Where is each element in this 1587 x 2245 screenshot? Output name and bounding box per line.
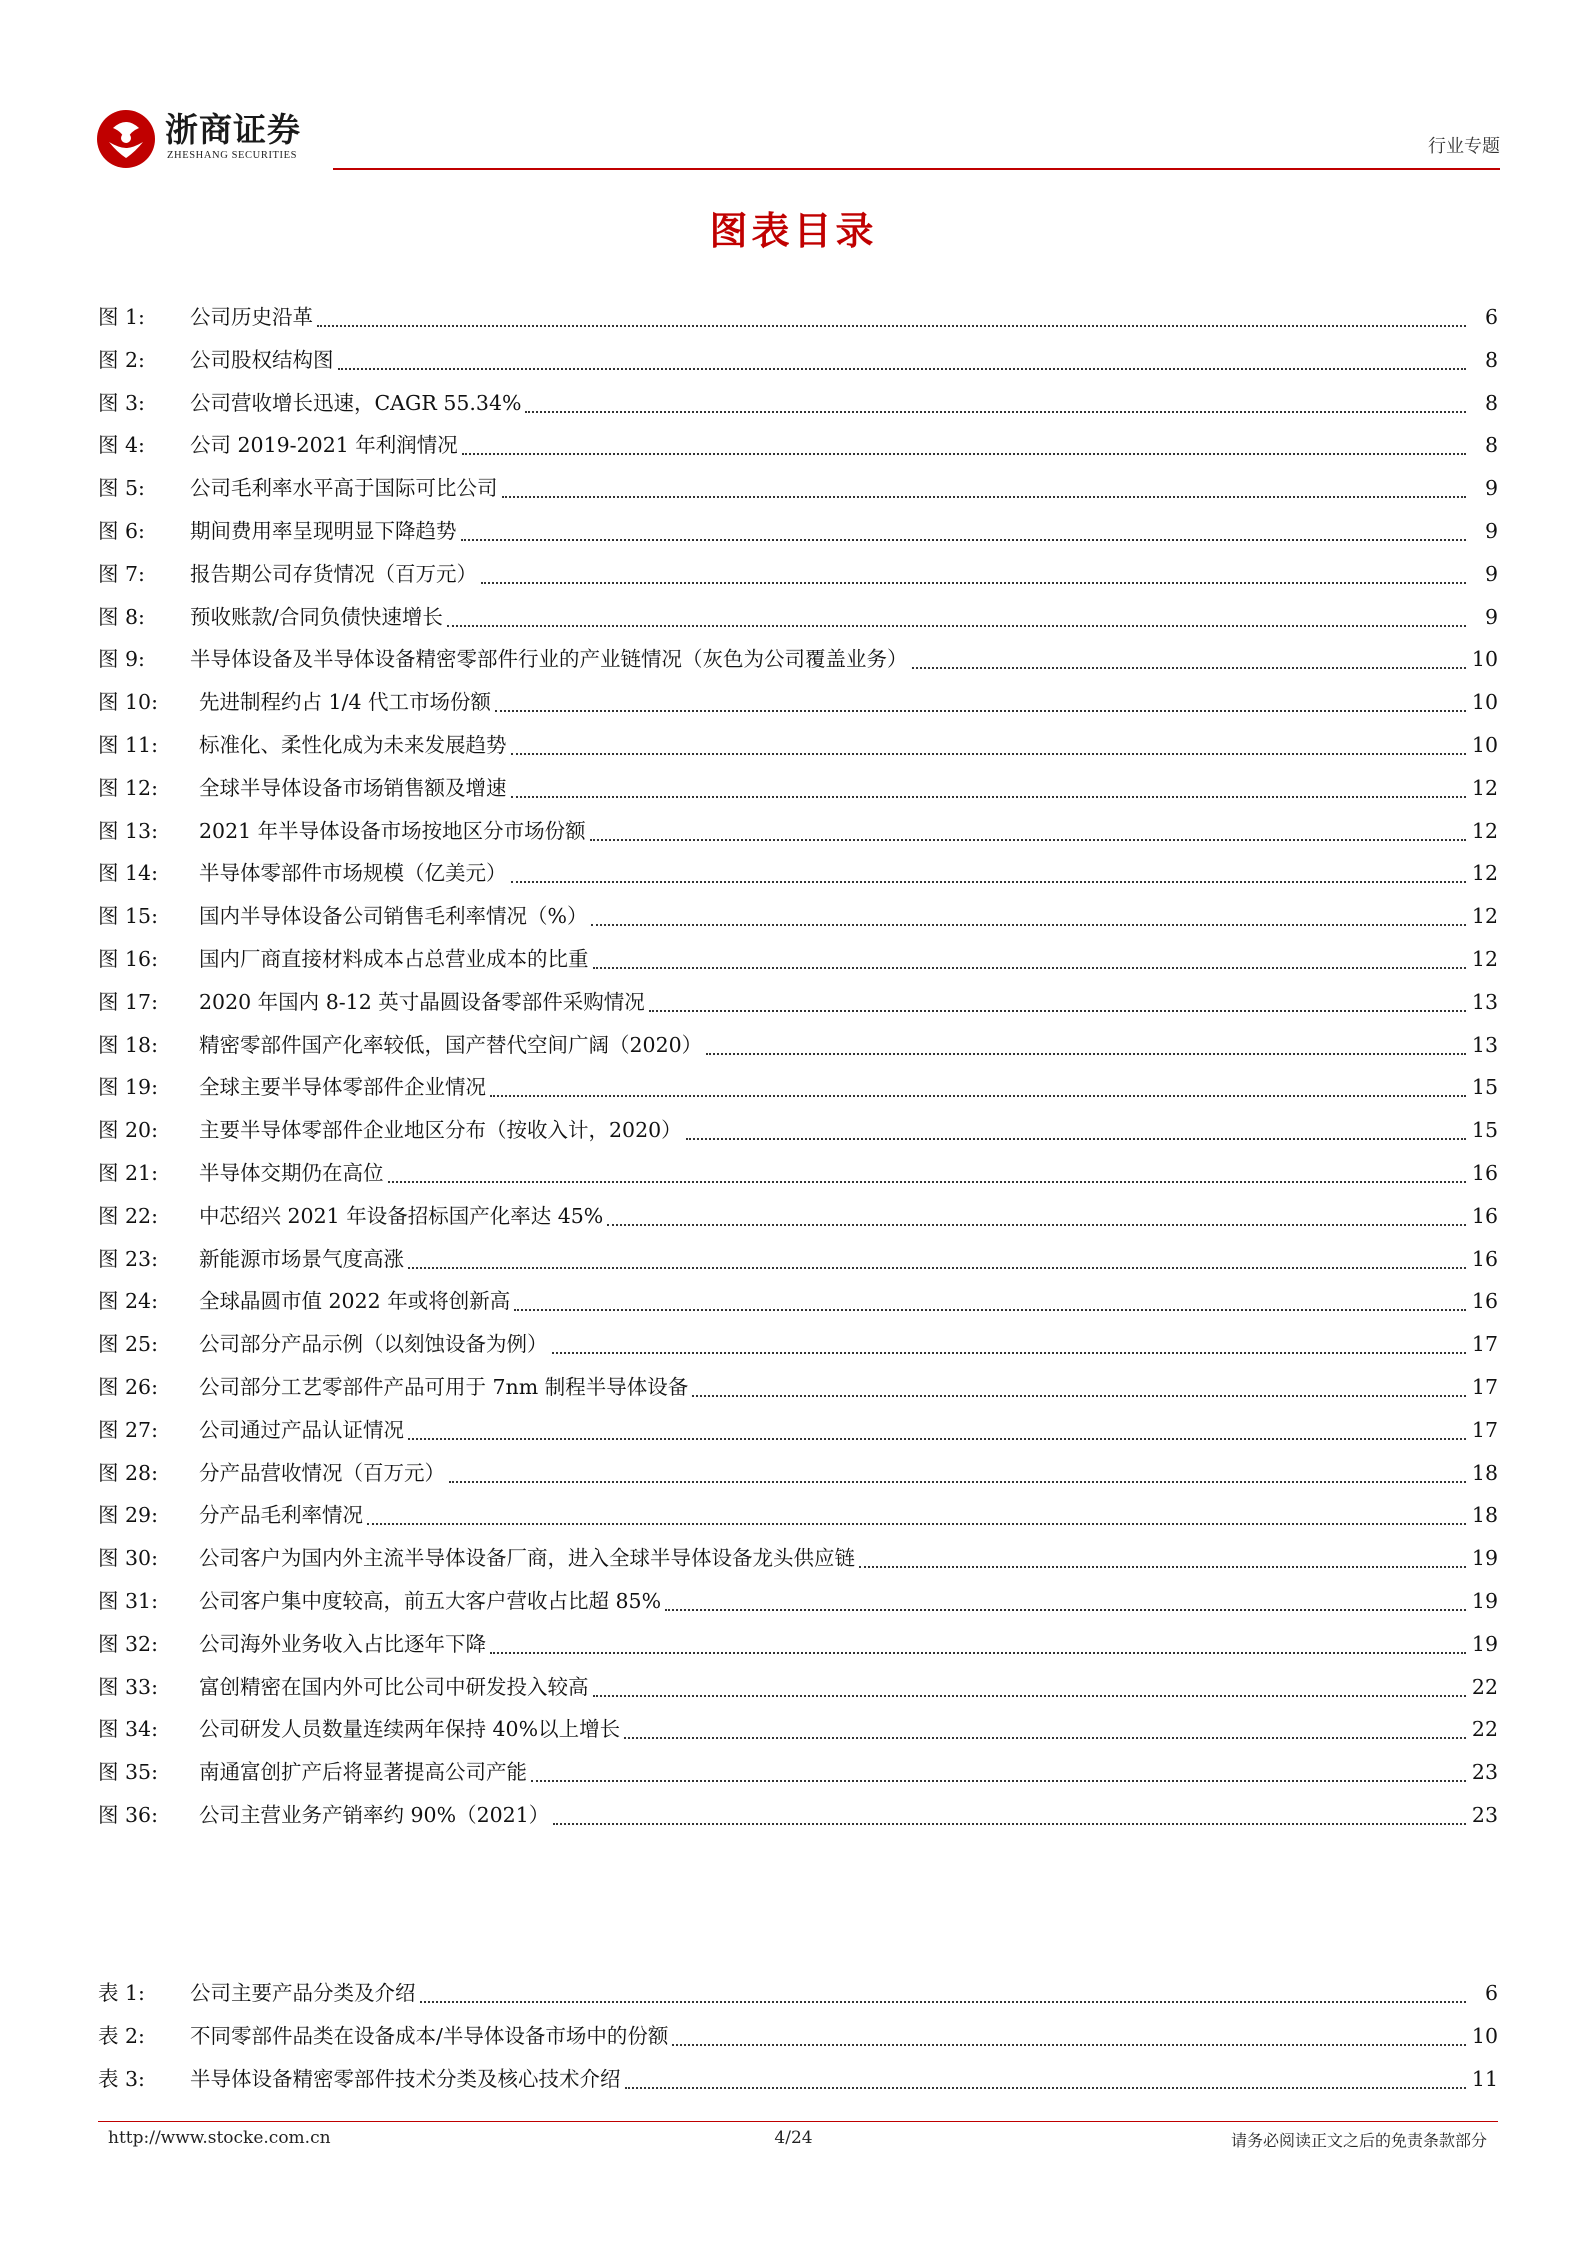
toc-dot-leader bbox=[461, 539, 1466, 541]
toc-dot-leader bbox=[408, 1438, 1466, 1440]
zheshang-logo-icon bbox=[95, 108, 157, 170]
toc-entry-title[interactable]: 公司海外业务收入占比逐年下降 bbox=[199, 1631, 486, 1656]
figure-toc-entry[interactable] bbox=[98, 1708, 1498, 1751]
toc-entry-label: 图 27: bbox=[98, 1417, 159, 1442]
toc-dot-leader bbox=[408, 1267, 1466, 1269]
toc-entry-page[interactable]: 11 bbox=[1471, 2066, 1498, 2091]
toc-entry-title[interactable]: 公司主要产品分类及介绍 bbox=[190, 1981, 416, 2005]
toc-entry-page[interactable]: 9 bbox=[1484, 518, 1498, 543]
brand-name-cn: 浙商证券 bbox=[165, 110, 301, 149]
figure-toc-entry[interactable] bbox=[98, 1494, 1498, 1537]
toc-entry-label: 表 2: bbox=[98, 2023, 145, 2048]
toc-entry-label: 表 3: bbox=[98, 2066, 145, 2091]
figure-toc-entry[interactable] bbox=[98, 1751, 1498, 1794]
figure-toc-entry[interactable] bbox=[98, 1623, 1498, 1666]
toc-entry-title[interactable]: 预收账款/合同负债快速增长 bbox=[190, 604, 443, 629]
figure-list bbox=[98, 296, 1498, 1837]
toc-dot-leader bbox=[649, 1010, 1466, 1012]
figure-toc-entry[interactable] bbox=[98, 767, 1498, 810]
toc-dot-leader bbox=[625, 2087, 1466, 2089]
toc-dot-leader bbox=[593, 967, 1466, 969]
toc-entry-page[interactable]: 12 bbox=[1471, 861, 1498, 886]
toc-entry-label: 图 18: bbox=[98, 1032, 159, 1057]
toc-entry-title[interactable]: 半导体设备精密零部件技术分类及核心技术介绍 bbox=[190, 2066, 621, 2091]
toc-entry-title[interactable]: 半导体交期仍在高位 bbox=[199, 1160, 384, 1185]
toc-entry-label: 图 26: bbox=[98, 1374, 159, 1399]
toc-dot-leader bbox=[490, 1652, 1466, 1654]
toc-entry-title[interactable]: 富创精密在国内外可比公司中研发投入较高 bbox=[199, 1674, 589, 1699]
figure-toc-entry[interactable] bbox=[98, 510, 1498, 553]
toc-dot-leader bbox=[590, 839, 1466, 841]
toc-entry-title[interactable]: 公司客户集中度较高，前五大客户营收占比超 85% bbox=[199, 1588, 662, 1613]
toc-entry-label: 图 20: bbox=[98, 1118, 159, 1143]
figure-toc-entry[interactable] bbox=[98, 1195, 1498, 1238]
toc-entry-page[interactable]: 13 bbox=[1471, 989, 1498, 1014]
toc-dot-leader bbox=[593, 1695, 1466, 1697]
figure-toc-entry[interactable] bbox=[98, 1238, 1498, 1281]
figure-toc-entry[interactable] bbox=[98, 424, 1498, 467]
toc-dot-leader bbox=[624, 1737, 1466, 1739]
toc-entry-title[interactable]: 南通富创扩产后将显著提高公司产能 bbox=[199, 1760, 527, 1785]
toc-entry-page[interactable]: 10 bbox=[1471, 2023, 1498, 2048]
toc-dot-leader bbox=[552, 1352, 1466, 1354]
toc-dot-leader bbox=[607, 1224, 1466, 1226]
figure-toc-entry[interactable] bbox=[98, 1366, 1498, 1409]
toc-entry-label: 图 30: bbox=[98, 1546, 159, 1571]
toc-entry-page[interactable]: 9 bbox=[1484, 604, 1498, 629]
toc-entry-label: 图 1: bbox=[98, 305, 145, 329]
toc-entry-label: 图 23: bbox=[98, 1246, 159, 1271]
toc-entry-page[interactable]: 12 bbox=[1471, 818, 1498, 843]
toc-entry-label: 图 8: bbox=[98, 604, 145, 629]
toc-dot-leader bbox=[388, 1181, 1466, 1183]
toc-dot-leader bbox=[706, 1053, 1466, 1055]
toc-entry-label: 图 35: bbox=[98, 1760, 159, 1785]
toc-entry-title[interactable]: 公司 2019-2021 年利润情况 bbox=[190, 433, 458, 458]
toc-entry-label: 图 7: bbox=[98, 561, 145, 586]
figure-toc-entry[interactable] bbox=[98, 1152, 1498, 1195]
toc-entry-page[interactable]: 22 bbox=[1471, 1717, 1498, 1742]
toc-entry-label: 图 3: bbox=[98, 390, 145, 415]
footer-divider bbox=[98, 2121, 1498, 2122]
toc-entry-page[interactable]: 18 bbox=[1471, 1503, 1498, 1528]
footer-page-number: 4/24 bbox=[774, 2128, 813, 2148]
toc-entry-label: 图 16: bbox=[98, 946, 159, 971]
brand-name-en: ZHESHANG SECURITIES bbox=[167, 150, 298, 161]
toc-dot-leader bbox=[514, 1309, 1466, 1311]
toc-entry-page[interactable]: 18 bbox=[1471, 1460, 1498, 1485]
toc-entry-title[interactable]: 国内厂商直接材料成本占总营业成本的比重 bbox=[199, 946, 589, 971]
toc-dot-leader bbox=[420, 2001, 1466, 2003]
toc-entry-page[interactable]: 15 bbox=[1471, 1118, 1498, 1143]
toc-entry-title[interactable]: 全球晶圆市值 2022 年或将创新高 bbox=[199, 1289, 511, 1314]
toc-entry-page[interactable]: 15 bbox=[1471, 1075, 1498, 1100]
toc-entry-label: 图 13: bbox=[98, 818, 159, 843]
figure-toc-entry[interactable] bbox=[98, 981, 1498, 1024]
toc-entry-title[interactable]: 全球半导体设备市场销售额及增速 bbox=[199, 775, 507, 800]
toc-entry-title[interactable]: 公司研发人员数量连续两年保持 40%以上增长 bbox=[199, 1717, 621, 1742]
toc-dot-leader bbox=[859, 1566, 1466, 1568]
report-section: 行业专题 bbox=[1428, 136, 1500, 157]
toc-entry-page[interactable]: 12 bbox=[1471, 775, 1498, 800]
figure-toc-entry[interactable] bbox=[98, 1024, 1498, 1067]
footer-disclaimer: 请务必阅读正文之后的免责条款部分 bbox=[1230, 2131, 1487, 2150]
toc-entry-title[interactable]: 期间费用率呈现明显下降趋势 bbox=[190, 518, 457, 543]
toc-dot-leader bbox=[912, 667, 1466, 669]
toc-entry-page[interactable]: 10 bbox=[1471, 690, 1498, 715]
figure-toc-entry[interactable] bbox=[98, 467, 1498, 510]
toc-entry-title[interactable]: 新能源市场景气度高涨 bbox=[199, 1246, 404, 1271]
toc-entry-title[interactable]: 公司部分工艺零部件产品可用于 7nm 制程半导体设备 bbox=[199, 1374, 689, 1399]
toc-entry-label: 图 31: bbox=[98, 1588, 159, 1613]
toc-entry-label: 图 11: bbox=[98, 732, 159, 757]
figure-toc-entry[interactable] bbox=[98, 1280, 1498, 1323]
toc-entry-page[interactable]: 8 bbox=[1484, 390, 1498, 415]
table-list bbox=[98, 1972, 1498, 2100]
toc-entry-label: 图 14: bbox=[98, 861, 159, 886]
toc-entry-title[interactable]: 精密零部件国产化率较低，国产替代空间广阔（2020） bbox=[199, 1032, 703, 1057]
toc-entry-title[interactable]: 公司客户为国内外主流半导体设备厂商，进入全球半导体设备龙头供应链 bbox=[199, 1546, 855, 1571]
toc-entry-label: 图 9: bbox=[98, 647, 145, 672]
toc-dot-leader bbox=[531, 1780, 1466, 1782]
toc-entry-title[interactable]: 公司主营业务产销率约 90%（2021） bbox=[199, 1802, 550, 1827]
toc-entry-page[interactable]: 23 bbox=[1471, 1802, 1498, 1827]
toc-entry-title[interactable]: 分产品毛利率情况 bbox=[199, 1503, 363, 1528]
figure-toc-entry[interactable] bbox=[98, 638, 1498, 681]
toc-entry-title[interactable]: 公司历史沿革 bbox=[190, 305, 313, 329]
figure-toc-entry[interactable] bbox=[98, 895, 1498, 938]
toc-entry-page[interactable]: 17 bbox=[1471, 1417, 1498, 1442]
figure-toc-entry[interactable] bbox=[98, 1580, 1498, 1623]
toc-dot-leader bbox=[317, 325, 1466, 327]
toc-entry-page[interactable]: 19 bbox=[1471, 1588, 1498, 1613]
figure-toc-entry[interactable] bbox=[98, 938, 1498, 981]
toc-entry-label: 图 19: bbox=[98, 1075, 159, 1100]
toc-dot-leader bbox=[481, 582, 1466, 584]
page-header bbox=[95, 98, 1500, 170]
toc-dot-leader bbox=[692, 1395, 1466, 1397]
figure-toc-entry[interactable] bbox=[98, 1666, 1498, 1709]
figure-toc-entry[interactable] bbox=[98, 1537, 1498, 1580]
toc-dot-leader bbox=[447, 625, 1466, 627]
toc-entry-page[interactable]: 16 bbox=[1471, 1203, 1498, 1228]
toc-entry-title[interactable]: 半导体设备及半导体设备精密零部件行业的产业链情况（灰色为公司覆盖业务） bbox=[190, 647, 908, 672]
figure-toc-entry[interactable] bbox=[98, 1452, 1498, 1495]
toc-entry-title[interactable]: 公司毛利率水平高于国际可比公司 bbox=[190, 476, 498, 501]
figure-toc-entry[interactable] bbox=[98, 724, 1498, 767]
figure-toc-entry[interactable] bbox=[98, 596, 1498, 639]
figure-toc-entry[interactable] bbox=[98, 382, 1498, 425]
figure-toc-entry[interactable] bbox=[98, 681, 1498, 724]
toc-entry-label: 图 33: bbox=[98, 1674, 159, 1699]
figure-toc-entry[interactable] bbox=[98, 1109, 1498, 1152]
toc-dot-leader bbox=[686, 1138, 1466, 1140]
figure-toc-entry[interactable] bbox=[98, 852, 1498, 895]
toc-entry-page[interactable]: 13 bbox=[1471, 1032, 1498, 1057]
toc-entry-page[interactable]: 6 bbox=[1484, 305, 1498, 329]
toc-entry-label: 图 10: bbox=[98, 690, 159, 715]
toc-entry-page[interactable]: 17 bbox=[1471, 1332, 1498, 1357]
toc-entry-page[interactable]: 12 bbox=[1471, 904, 1498, 929]
toc-entry-page[interactable]: 6 bbox=[1484, 1981, 1498, 2005]
toc-entry-title[interactable]: 先进制程约占 1/4 代工市场份额 bbox=[199, 690, 492, 715]
toc-entry-title[interactable]: 公司通过产品认证情况 bbox=[199, 1417, 404, 1442]
toc-entry-page[interactable]: 23 bbox=[1471, 1760, 1498, 1785]
toc-entry-page[interactable]: 10 bbox=[1471, 732, 1498, 757]
toc-dot-leader bbox=[553, 1823, 1466, 1825]
table-toc-entry[interactable] bbox=[98, 1972, 1498, 2015]
toc-entry-label: 图 28: bbox=[98, 1460, 159, 1485]
toc-entry-label: 图 24: bbox=[98, 1289, 159, 1314]
toc-entry-page[interactable]: 10 bbox=[1471, 647, 1498, 672]
toc-entry-page[interactable]: 16 bbox=[1471, 1246, 1498, 1271]
toc-entry-label: 表 1: bbox=[98, 1981, 145, 2005]
toc-entry-label: 图 25: bbox=[98, 1332, 159, 1357]
toc-dot-leader bbox=[495, 710, 1466, 712]
toc-entry-label: 图 34: bbox=[98, 1717, 159, 1742]
figure-toc-entry[interactable] bbox=[98, 1794, 1498, 1837]
toc-dot-leader bbox=[511, 881, 1466, 883]
figure-toc-entry[interactable] bbox=[98, 1409, 1498, 1452]
toc-entry-page[interactable]: 19 bbox=[1471, 1546, 1498, 1571]
toc-entry-page[interactable]: 8 bbox=[1484, 347, 1498, 372]
toc-entry-label: 图 17: bbox=[98, 989, 159, 1014]
toc-entry-title[interactable]: 公司股权结构图 bbox=[190, 347, 334, 372]
toc-entry-title[interactable]: 全球主要半导体零部件企业情况 bbox=[199, 1075, 486, 1100]
toc-dot-leader bbox=[511, 796, 1466, 798]
toc-entry-title[interactable]: 报告期公司存货情况（百万元） bbox=[190, 561, 477, 586]
header-divider bbox=[333, 168, 1500, 170]
toc-entry-title[interactable]: 不同零部件品类在设备成本/半导体设备市场中的份额 bbox=[190, 2023, 669, 2048]
toc-dot-leader bbox=[449, 1481, 1466, 1483]
toc-entry-title[interactable]: 主要半导体零部件企业地区分布（按收入计，2020） bbox=[199, 1118, 682, 1143]
table-toc-entry[interactable] bbox=[98, 2015, 1498, 2058]
toc-entry-title[interactable]: 分产品营收情况（百万元） bbox=[199, 1460, 445, 1485]
toc-entry-title[interactable]: 公司部分产品示例（以刻蚀设备为例） bbox=[199, 1332, 548, 1357]
figure-toc-entry[interactable] bbox=[98, 1066, 1498, 1109]
toc-entry-label: 图 15: bbox=[98, 904, 159, 929]
toc-entry-title[interactable]: 2021 年半导体设备市场按地区分市场份额 bbox=[199, 818, 586, 843]
toc-entry-label: 图 4: bbox=[98, 433, 145, 458]
toc-dot-leader bbox=[502, 496, 1466, 498]
toc-entry-page[interactable]: 12 bbox=[1471, 946, 1498, 971]
toc-entry-title[interactable]: 国内半导体设备公司销售毛利率情况（%） bbox=[199, 904, 588, 929]
toc-entry-page[interactable]: 9 bbox=[1484, 476, 1498, 501]
toc-entry-title[interactable]: 公司营收增长迅速，CAGR 55.34% bbox=[190, 390, 522, 415]
toc-entry-title[interactable]: 中芯绍兴 2021 年设备招标国产化率达 45% bbox=[199, 1203, 604, 1228]
figure-toc-entry[interactable] bbox=[98, 339, 1498, 382]
toc-dot-leader bbox=[462, 453, 1466, 455]
toc-entry-label: 图 2: bbox=[98, 347, 145, 372]
toc-dot-leader bbox=[490, 1095, 1466, 1097]
figure-toc-entry[interactable] bbox=[98, 553, 1498, 596]
figure-toc-entry[interactable] bbox=[98, 810, 1498, 853]
toc-dot-leader bbox=[511, 753, 1466, 755]
toc-entry-label: 图 29: bbox=[98, 1503, 159, 1528]
toc-entry-label: 图 12: bbox=[98, 775, 159, 800]
toc-entry-label: 图 6: bbox=[98, 518, 145, 543]
toc-entry-page[interactable]: 17 bbox=[1471, 1374, 1498, 1399]
toc-entry-label: 图 22: bbox=[98, 1203, 159, 1228]
toc-dot-leader bbox=[672, 2044, 1466, 2046]
toc-entry-label: 图 36: bbox=[98, 1802, 159, 1827]
toc-entry-page[interactable]: 22 bbox=[1471, 1674, 1498, 1699]
toc-entry-page[interactable]: 19 bbox=[1471, 1631, 1498, 1656]
table-toc-entry[interactable] bbox=[98, 2058, 1498, 2101]
toc-entry-page[interactable]: 16 bbox=[1471, 1160, 1498, 1185]
toc-dot-leader bbox=[591, 924, 1466, 926]
toc-entry-title[interactable]: 半导体零部件市场规模（亿美元） bbox=[199, 861, 507, 886]
toc-entry-page[interactable]: 16 bbox=[1471, 1289, 1498, 1314]
toc-dot-leader bbox=[367, 1523, 1466, 1525]
figure-toc-entry[interactable] bbox=[98, 1323, 1498, 1366]
toc-entry-title[interactable]: 2020 年国内 8-12 英寸晶圆设备零部件采购情况 bbox=[199, 989, 645, 1014]
footer-url-link[interactable]: http://www.stocke.com.cn bbox=[108, 2128, 331, 2148]
toc-dot-leader bbox=[525, 411, 1466, 413]
toc-entry-label: 图 32: bbox=[98, 1631, 159, 1656]
toc-entry-page[interactable]: 8 bbox=[1484, 433, 1498, 458]
toc-dot-leader bbox=[665, 1609, 1466, 1611]
toc-entry-label: 图 5: bbox=[98, 476, 145, 501]
page-title: 图表目录 bbox=[709, 209, 878, 253]
toc-entry-label: 图 21: bbox=[98, 1160, 159, 1185]
figure-toc-entry[interactable] bbox=[98, 296, 1498, 339]
toc-entry-page[interactable]: 9 bbox=[1484, 561, 1498, 586]
toc-entry-title[interactable]: 标准化、柔性化成为未来发展趋势 bbox=[199, 732, 507, 757]
toc-dot-leader bbox=[338, 368, 1466, 370]
